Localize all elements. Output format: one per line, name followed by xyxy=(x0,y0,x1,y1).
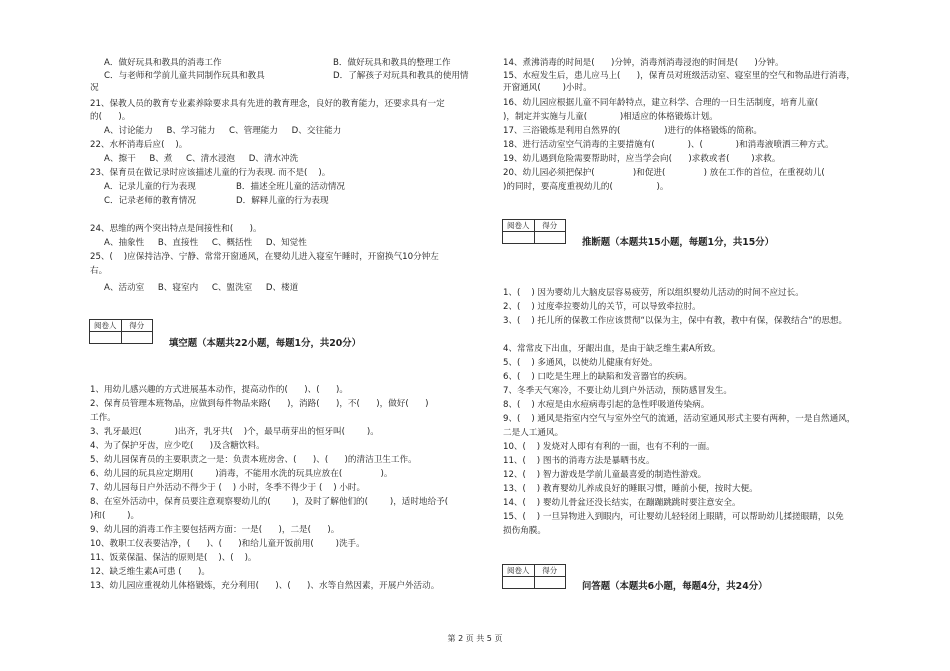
text-line: 2、保育员管理本班物品，应做到每件物品来路( )，消路( )，不( )，做好( ) xyxy=(90,399,429,409)
page-footer: 第 2 页 共 5 页 xyxy=(447,634,503,643)
text-line: 18、进行活动室空气消毒的主要措施有( )、( )和消毒液喷洒三种方式。 xyxy=(503,140,834,150)
text-line: 10、( ) 发烧对人即有有利的一面，也有不利的一面。 xyxy=(503,442,715,452)
text-line: 2、( ) 过度牵拉婴幼儿的关节，可以导致牵拉肘。 xyxy=(503,302,701,312)
text-line: 10、教职工仪表要洁净，( )、( )和给儿童开饭前用( )洗手。 xyxy=(90,539,365,549)
text-line: A、讨论能力 B、学习能力 C、管理能力 D、交往能力 xyxy=(104,126,342,136)
text-line: B．做好玩具和教具的整理工作 xyxy=(333,58,451,68)
text-line: C．记录老师的教育情况 xyxy=(104,196,196,206)
text-line: 11、( ) 图书的消毒方法是暴晒书皮。 xyxy=(503,456,655,466)
text-line: 19、幼儿遇到危险需要帮助时，应当学会向( )求救或者( )求救。 xyxy=(503,154,781,164)
text-line: 4、常常皮下出血，牙龈出血，是由于缺乏维生素A所致。 xyxy=(503,344,721,354)
text-line: 12、( ) 智力游戏是学前儿童最喜爱的制造性游戏。 xyxy=(503,470,707,480)
text-line: D．解释儿童的行为表现 xyxy=(236,196,329,206)
text-line: 1、用幼儿感兴趣的方式进展基本动作，提高动作的( )、( )。 xyxy=(90,385,348,395)
text-line: 开窗通风( )小时。 xyxy=(503,83,592,93)
text-line: )和( )。 xyxy=(90,511,140,521)
score-box-qa xyxy=(502,564,566,589)
text-line: 3、( ) 托儿所的保教工作应该贯彻“以保为主，保中有教，教中有保，保教结合”的思想。 xyxy=(503,316,848,326)
text-line: 12、缺乏维生素A可患 ( )。 xyxy=(90,567,210,577)
section-title-qa: 问答题（本题共6小题，每题4分，共24分） xyxy=(582,581,768,592)
text-line: 8、在室外活动中，保育员要注意观察婴幼儿的( )，及时了解他们的( )，适时地给予( xyxy=(90,497,449,507)
text-line: 21、保教人员的教育专业素养除要求具有先进的教育理念，良好的教育能力，还要求具有一定 xyxy=(90,99,445,109)
text-line: 3、乳牙最迟( )出齐，乳牙共( )个，最早萌芽出的恒牙叫( )。 xyxy=(90,427,379,437)
text-line: A．记录儿童的行为表现 xyxy=(104,182,196,192)
text-line: A、擦干 B、煮 C、清水浸泡 D、清水冲洗 xyxy=(104,154,299,164)
text-line: A．做好玩具和教具的消毒工作 xyxy=(104,58,222,68)
text-line: 况 xyxy=(90,83,99,93)
text-line: B．描述全班儿童的活动情况 xyxy=(236,182,346,192)
text-line: 右。 xyxy=(90,266,108,276)
text-line: 13、( ) 教育婴幼儿养成良好的睡眠习惯，睡前小便，按时大便。 xyxy=(503,484,758,494)
text-line: 14、煮沸消毒的时间是( )分钟，消毒剂消毒浸泡的时间是( )分钟。 xyxy=(503,58,784,68)
score-box-fill xyxy=(89,319,153,344)
text-line: 23、保育员在做记录时应该描述儿童的行为表现. 而不是( )。 xyxy=(90,168,331,178)
section-title-fill-in: 填空题（本题共22小题，每题1分，共20分） xyxy=(169,338,361,349)
text-line: D．了解孩子对玩具和教具的使用情 xyxy=(333,71,469,81)
text-line: 13、幼儿园应重视幼儿体格锻炼，充分利用( )、( )、水等自然因素，开展户外活动。 xyxy=(90,581,440,591)
text-line: 15、水痘发生后，患儿应马上( )，保育员对班级活动室、寝室里的空气和物品进行消毒， xyxy=(503,71,856,81)
text-line: 24、思维的两个突出特点是间接性和( )。 xyxy=(90,224,262,234)
text-line: 25、( )应保持洁净、宁静、常常开窗通风，在婴幼儿进入寝室午睡时，开窗换气10分钟左 xyxy=(90,252,439,262)
text-line: 6、幼儿园的玩具应定期用( )消毒，不能用水洗的玩具应放在( )。 xyxy=(90,469,393,479)
grader-label: 阅卷人 xyxy=(94,321,117,330)
text-line: 11、饭菜保温、保洁的原则是( )、( )。 xyxy=(90,553,257,563)
text-line: )，制定并实施与儿童( )相适应的体格锻炼计划。 xyxy=(503,112,718,122)
score-box-judge xyxy=(502,219,566,244)
text-line: 15、( ) 一旦异物进入到眼内，可让婴幼儿轻轻闭上眼睛，可以帮助幼儿揉搓眼睛，以免 xyxy=(503,512,844,522)
text-line: 22、水杯消毒后应( )。 xyxy=(90,140,188,150)
grader-label: 阅卷人 xyxy=(507,566,530,575)
score-label: 得分 xyxy=(534,565,566,576)
text-line: 4、为了保护牙齿，应少吃( )及含糖饮料。 xyxy=(90,441,265,451)
text-line: 6、( ) 口吃是生理上的缺陷和发音器官的疾病。 xyxy=(503,372,693,382)
text-line: 5、幼儿园保育员的主要职责之一是：负责本班房舍、( )、( )的清洁卫生工作。 xyxy=(90,455,417,465)
text-line: 8、( ) 水痘是由水痘病毒引起的急性呼吸道传染病。 xyxy=(503,400,710,410)
text-line: 二是人工通风。 xyxy=(503,428,564,438)
text-line: 9、( ) 通风是指室内空气与室外空气的流通，活动室通风形式主要有两种，一是自然通风， xyxy=(503,414,856,424)
text-line: 7、幼儿园每日户外活动不得少于 ( ) 小时，冬季不得少于 ( ) 小时。 xyxy=(90,483,366,493)
text-line: C．与老师和学前儿童共同制作玩具和教具 xyxy=(104,71,265,81)
text-line: 损伤角膜。 xyxy=(503,526,546,536)
text-line: 5、( ) 多通风，以使幼儿健康有好处。 xyxy=(503,358,658,368)
text-line: 16、幼儿园应根据儿童不同年龄特点，建立科学、合理的一日生活制度，培育儿童( xyxy=(503,98,819,108)
text-line: 17、三浴锻炼是利用自然界的( )进行的体格锻炼的简称。 xyxy=(503,126,763,136)
text-line: 14、( ) 婴幼儿骨盆还没长结实，在蹦蹦跳跳时要注意安全。 xyxy=(503,498,741,508)
text-line: 工作。 xyxy=(90,413,116,423)
text-line: 20、幼儿园必须把保护( )和促进( ) 放在工作的首位，在重视幼儿( xyxy=(503,168,825,178)
score-label: 得分 xyxy=(121,320,153,331)
text-line: )的同时，要高度重视幼儿的( )。 xyxy=(503,182,669,192)
text-line: A、活动室 B、寝室内 C、盥洗室 D、楼道 xyxy=(104,283,299,293)
text-line: A、抽象性 B、直接性 C、概括性 D、知觉性 xyxy=(104,238,307,248)
text-line: 7、冬季天气寒冷，不要让幼儿到户外活动，预防感冒发生。 xyxy=(503,386,732,396)
text-line: 的( )。 xyxy=(90,112,131,122)
section-title-judgement: 推断题（本题共15小题，每题1分，共15分） xyxy=(582,237,774,248)
grader-label: 阅卷人 xyxy=(507,221,530,230)
text-line: 1、( ) 因为婴幼儿大脑皮层容易疲劳，所以组织婴幼儿活动的时间不应过长。 xyxy=(503,288,804,298)
text-line: 9、幼儿园的消毒工作主要包括两方面：一是( )，二是( )。 xyxy=(90,525,340,535)
score-label: 得分 xyxy=(534,220,566,231)
